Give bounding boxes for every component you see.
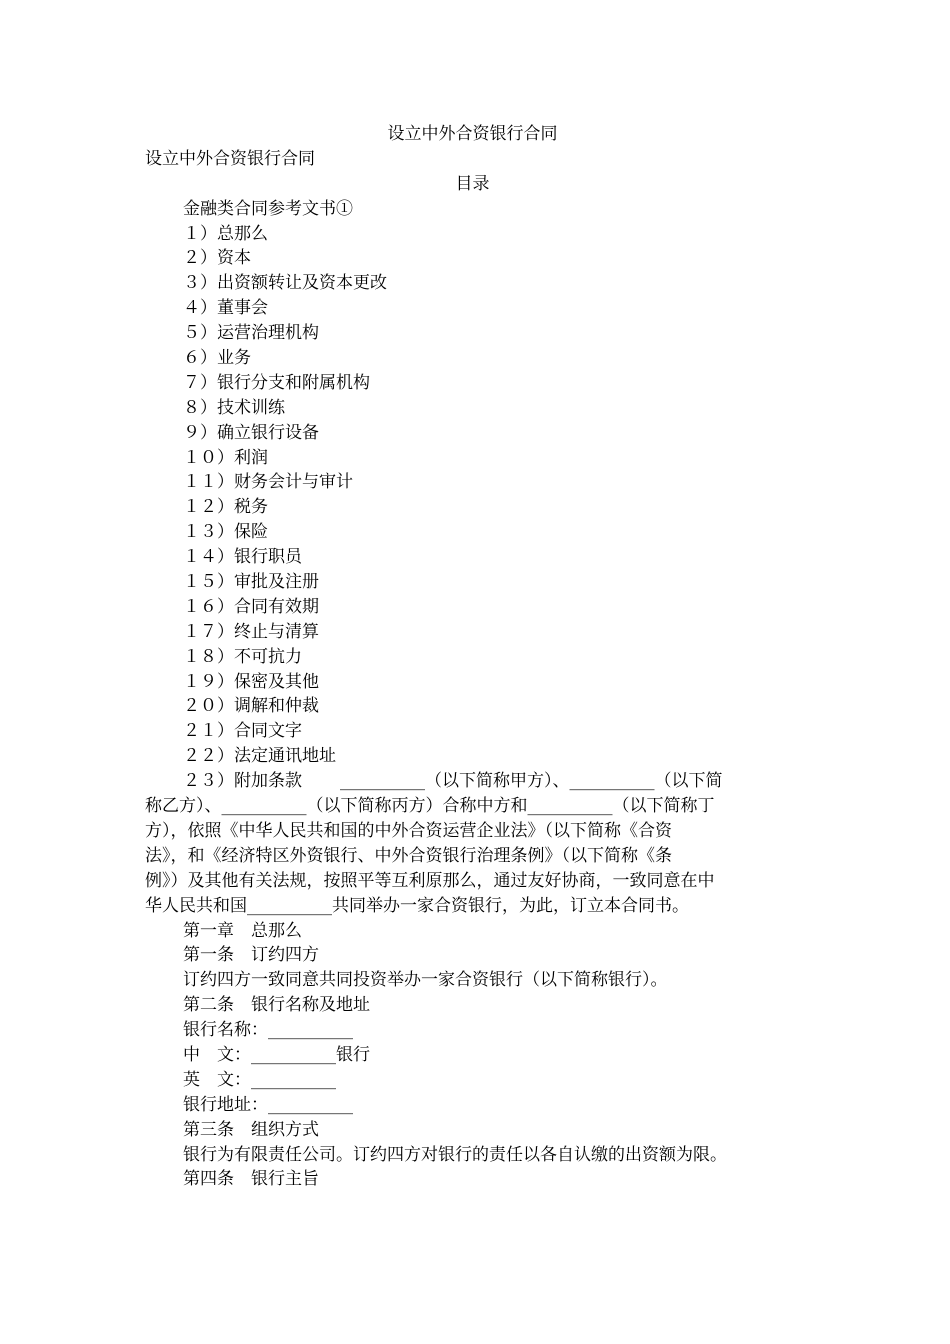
- toc-item: ９）确立银行设备: [183, 422, 319, 443]
- toc-item-last: ２３）附加条款: [183, 771, 302, 792]
- toc-item: １６）合同有效期: [183, 596, 319, 617]
- toc-item: ６）业务: [183, 348, 251, 369]
- chapter-heading: 第一章 总那么: [183, 920, 302, 941]
- toc-item: １７）终止与清算: [183, 621, 319, 642]
- intro-line-6: 华人民共和国__________共同举办一家合资银行，为此，订立本合同书。: [145, 895, 689, 916]
- toc-item: １２）税务: [183, 497, 268, 518]
- toc-item: １）总那么: [183, 223, 268, 244]
- article-heading: 第三条 组织方式: [183, 1119, 319, 1140]
- intro-line-1: __________（以下简称甲方）、__________（以下简: [340, 771, 723, 792]
- article-heading: 第二条 银行名称及地址: [183, 995, 370, 1016]
- toc-item: １４）银行职员: [183, 547, 302, 568]
- document-main-title: 设立中外合资银行合同: [387, 124, 558, 144]
- toc-item: ７）银行分支和附属机构: [183, 372, 370, 393]
- article-text: 银行地址：__________: [183, 1094, 353, 1115]
- toc-item: １９）保密及其他: [183, 671, 319, 692]
- intro-line-2: 称乙方）、__________（以下简称丙方）合称中方和__________（以下简称丁: [145, 796, 715, 817]
- toc-item: ２２）法定通讯地址: [183, 746, 336, 767]
- article-text: 银行名称：__________: [183, 1020, 353, 1041]
- toc-item: １１）财务会计与审计: [183, 472, 353, 493]
- toc-item: １３）保险: [183, 522, 268, 543]
- document-subtitle: 设立中外合资银行合同: [145, 148, 315, 169]
- article-text: 银行为有限责任公司。订约四方对银行的责任以各自认缴的出资额为限。: [183, 1144, 727, 1165]
- article-text: 中 文：__________银行: [183, 1044, 370, 1065]
- toc-heading: 目录: [455, 173, 490, 194]
- toc-item: ５）运营治理机构: [183, 323, 319, 344]
- toc-item: ８）技术训练: [183, 397, 285, 418]
- toc-item: ２０）调解和仲裁: [183, 696, 319, 717]
- toc-item: １５）审批及注册: [183, 572, 319, 593]
- article-heading: 第一条 订约四方: [183, 945, 319, 966]
- toc-item: ２１）合同文字: [183, 721, 302, 742]
- article-text: 订约四方一致同意共同投资举办一家合资银行（以下简称银行）。: [183, 970, 668, 991]
- intro-line-3: 方），依照《中华人民共和国的中外合资运营企业法》（以下简称《合资: [145, 820, 672, 841]
- article-text: 英 文：__________: [183, 1069, 336, 1090]
- toc-item: １０）利润: [183, 447, 268, 468]
- article-heading: 第四条 银行主旨: [183, 1169, 319, 1190]
- toc-item: １８）不可抗力: [183, 646, 302, 667]
- toc-item: ３）出资额转让及资本更改: [183, 273, 387, 294]
- document-body: [145, 122, 800, 1192]
- intro-line-4: 法》，和《经济特区外资银行、中外合资银行治理条例》（以下简称《条: [145, 845, 672, 866]
- toc-last-with-intro: [145, 769, 800, 794]
- toc-item: ４）董事会: [183, 298, 268, 319]
- toc-lead: 金融类合同参考文书①: [183, 198, 353, 219]
- toc-item: ２）资本: [183, 248, 251, 269]
- intro-line-5: 例》）及其他有关法规，按照平等互利原那么，通过友好协商，一致同意在中: [145, 870, 715, 891]
